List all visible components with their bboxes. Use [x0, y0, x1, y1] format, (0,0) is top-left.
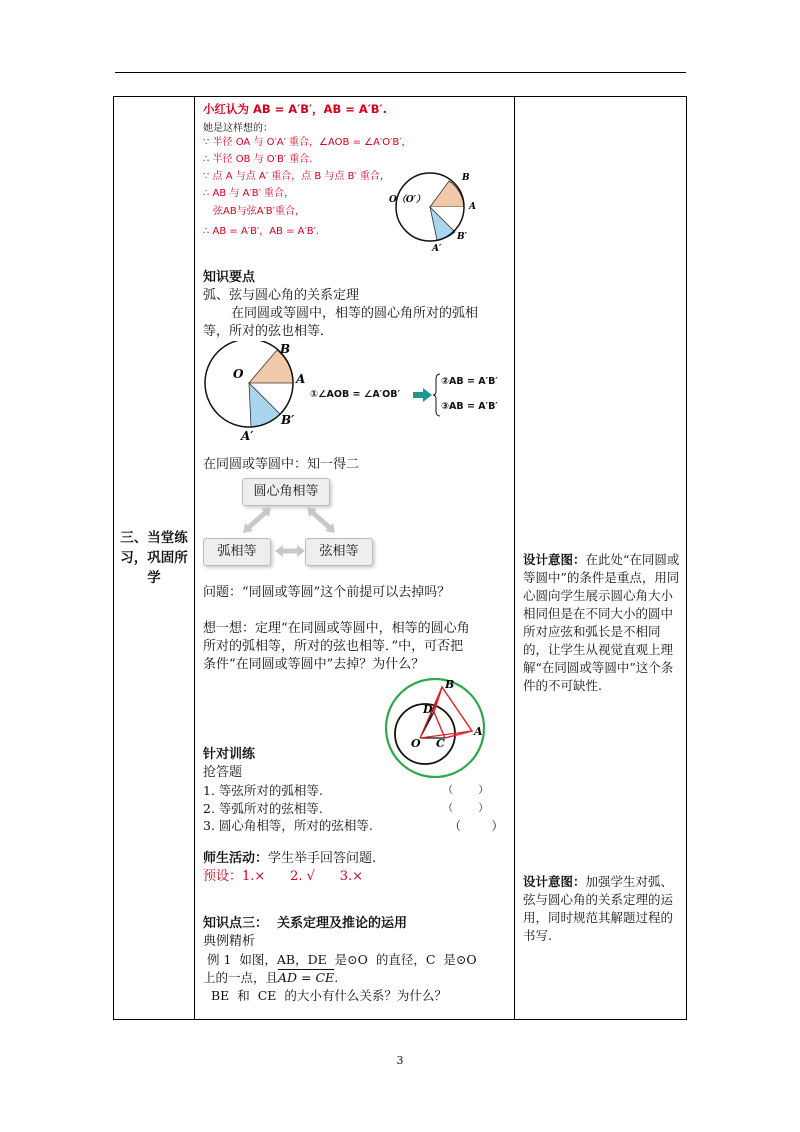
circle-figure-2 [201, 341, 321, 445]
proof-intro: 她是这样想的： [203, 123, 273, 134]
svg-text:A: A [296, 372, 306, 386]
svg-text:B: B [445, 678, 455, 691]
proof-line: ∵ 点 A 与点 A′ 重合，点 B 与点 B′ 重合， [203, 171, 390, 182]
activity-label: 师生活动： [203, 851, 269, 866]
answer-bracket: （ ） [443, 785, 489, 796]
think-text: 条件“在同圆或等圆中”去掉？为什么？ [203, 657, 425, 672]
think-text: 所对的弧相等，所对的弦也相等．”中，可否把 [203, 639, 464, 654]
svg-text:A′: A′ [241, 429, 254, 443]
section-label: 三、当堂练习，巩固所学 [120, 530, 188, 586]
page-number: 3 [396, 1054, 404, 1067]
proof-line: ∵ 半径 OA 与 O′A′ 重合，∠AOB = ∠A′O′B′， [203, 137, 412, 148]
rule-text: 在同圆或等圆中：知一得二 [203, 457, 360, 472]
theorem-result-arc: ②AB = A′B′ [441, 376, 498, 387]
svg-text:O（O′）: O（O′） [389, 195, 426, 205]
design-cell [515, 97, 687, 1020]
knowledge-text: 在同圆或等圆中，相等的圆心角所对的弧相 [231, 306, 479, 321]
theorem-result-chord: ③AB = A′B′ [441, 401, 498, 412]
box-chord: 弦相等 [305, 538, 373, 566]
svg-text:O: O [411, 737, 421, 750]
design-intent-2: 设计意图：加强学生对弧、弦与圆心角的关系定理的运用，同时规范其解题过程的书写. [523, 874, 674, 943]
training-subtitle: 抢答题 [203, 765, 243, 780]
knowledge-text: 等，所对的弦也相等． [203, 324, 334, 339]
training-title: 针对训练 [203, 747, 256, 762]
double-arrow-icon [243, 507, 273, 533]
double-arrow-icon [305, 507, 335, 533]
knowledge-title: 知识要点 [203, 270, 256, 285]
brace-icon [433, 373, 441, 417]
kp3-subtitle: 典例精析 [203, 934, 256, 949]
knowledge-subtitle: 弧、弦与圆心角的关系定理 [203, 288, 360, 303]
example-text: BE 和 CE 的大小有什么关系？为什么？ [211, 988, 447, 1003]
svg-text:C: C [436, 737, 445, 750]
proof-line: ∴ AB = A′B′，AB = A′B′. [203, 226, 320, 237]
example-text: 例 1 如图，AB，DE 是⊙O 的直径，C 是⊙O [207, 952, 477, 967]
activity-preset: 预设：1.× 2. √ 3.× [203, 869, 363, 884]
svg-text:B′: B′ [281, 413, 295, 427]
proof-line: 弦AB与弦A′B′重合， [203, 206, 305, 217]
design-intent-1: 设计意图：在此处“在同圆或等圆中”的条件是重点，用同心圆向学生展示圆心角大小相同但是在不同大小的圆中所对应弦和弧长是不相同的，让学生从视觉直观上理解“在同圆或等圆中”这个条件的不可缺性. [523, 552, 680, 693]
activity-text: 学生举手回答问题. [268, 851, 377, 866]
box-central-angle: 圆心角相等 [242, 478, 330, 506]
theorem-condition: ①∠AOB = ∠A′OB′ [310, 389, 400, 400]
training-item: 1. 等弦所对的弧相等. [203, 783, 323, 798]
svg-text:A′: A′ [432, 244, 442, 254]
svg-text:A: A [469, 202, 476, 212]
svg-text:O: O [233, 367, 244, 381]
svg-text:A: A [474, 725, 483, 738]
box-arc: 弧相等 [203, 538, 271, 566]
lesson-table [113, 96, 687, 1020]
header-rule [115, 72, 686, 73]
content-cell [195, 97, 515, 1020]
kp3-title: 知识点三： 关系定理及推论的运用 [203, 916, 408, 931]
svg-text:B: B [280, 342, 291, 356]
training-item: 3. 圆心角相等，所对的弦相等. [203, 818, 373, 833]
example-text: 上的一点，且AD = CE. [203, 970, 339, 985]
right-arrow-icon [413, 388, 433, 402]
training-item: 2. 等弧所对的弦相等. [203, 801, 323, 816]
proof-line: ∴ AB 与 A′B′ 重合， [203, 188, 295, 199]
proof-claim: 小红认为 AB = A′B′，AB = A′B′. [203, 102, 387, 116]
answer-bracket: （ ） [449, 819, 504, 833]
proof-line: ∴ 半径 OB 与 O′B′ 重合. [203, 154, 313, 165]
double-arrow-icon [275, 545, 305, 557]
think-text: 想一想：定理“在同圆或等圆中，相等的圆心角 [203, 621, 470, 636]
svg-text:D: D [423, 703, 433, 716]
svg-text:B′: B′ [457, 232, 467, 242]
section-label-cell [114, 97, 195, 1020]
concentric-circles-figure [373, 675, 493, 779]
activity-line [203, 850, 376, 868]
arc-equation: AD = CE [278, 970, 335, 985]
svg-text:B: B [462, 173, 470, 183]
answer-bracket: （ ） [443, 803, 489, 814]
circle-figure-1 [375, 167, 480, 259]
question-text: 问题：“同圆或等圆”这个前提可以去掉吗？ [203, 585, 451, 600]
